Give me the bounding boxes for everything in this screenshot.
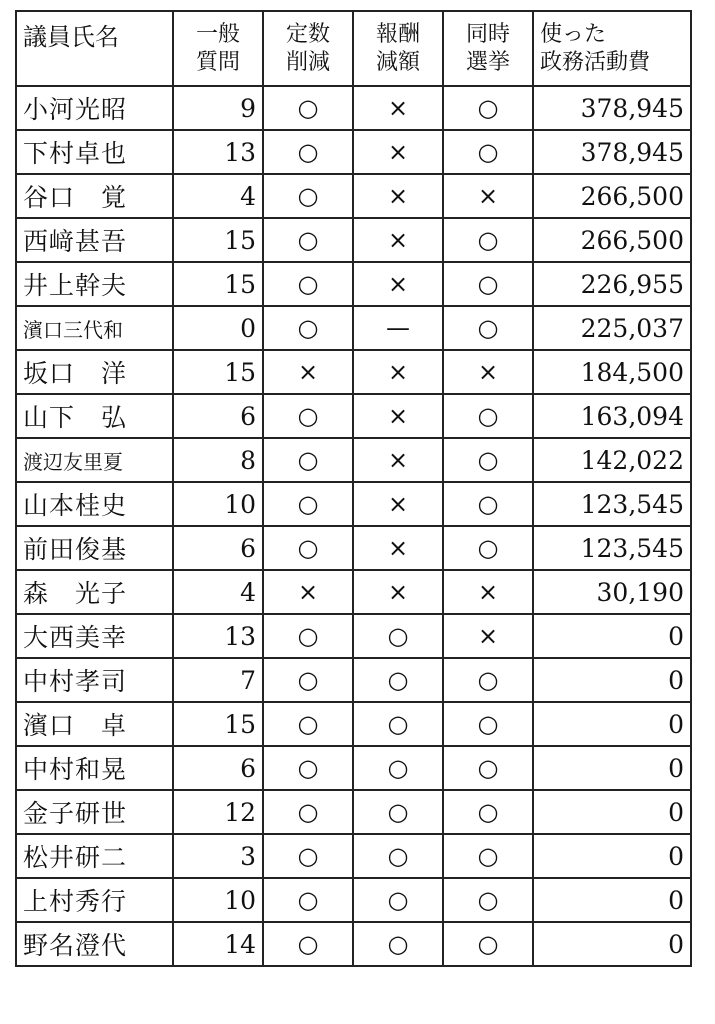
pay-cut-mark: × (353, 438, 443, 482)
question-count: 15 (173, 262, 263, 306)
spending-amount: 163,094 (533, 394, 691, 438)
member-name: 金子研世 (16, 790, 173, 834)
question-count: 3 (173, 834, 263, 878)
header-seat-cut-line1: 定数 (285, 22, 330, 47)
pay-cut-mark: ○ (353, 834, 443, 878)
simul-election-mark: ○ (443, 922, 533, 966)
question-count: 6 (173, 526, 263, 570)
spending-amount: 142,022 (533, 438, 691, 482)
member-name: 山本桂史 (16, 482, 173, 526)
header-pay-cut (353, 11, 443, 86)
header-questions-line1: 一般 (195, 22, 240, 47)
member-name: 小河光昭 (16, 86, 173, 130)
simul-election-mark: × (443, 614, 533, 658)
header-simul-election (443, 11, 533, 86)
council-member-table (15, 10, 692, 967)
question-count: 6 (173, 746, 263, 790)
simul-election-mark: ○ (443, 526, 533, 570)
member-name: 西﨑甚吾 (16, 218, 173, 262)
spending-amount: 0 (533, 746, 691, 790)
spending-amount: 123,545 (533, 482, 691, 526)
seat-cut-mark: × (263, 570, 353, 614)
seat-cut-mark: ○ (263, 394, 353, 438)
pay-cut-mark: ○ (353, 746, 443, 790)
spending-amount: 30,190 (533, 570, 691, 614)
pay-cut-mark: — (353, 306, 443, 350)
spending-amount: 266,500 (533, 218, 691, 262)
question-count: 14 (173, 922, 263, 966)
seat-cut-mark: × (263, 350, 353, 394)
seat-cut-mark: ○ (263, 130, 353, 174)
question-count: 10 (173, 878, 263, 922)
question-count: 0 (173, 306, 263, 350)
member-name: 松井研二 (16, 834, 173, 878)
table-row (16, 438, 691, 482)
simul-election-mark: × (443, 350, 533, 394)
seat-cut-mark: ○ (263, 878, 353, 922)
table-row (16, 922, 691, 966)
pay-cut-mark: ○ (353, 922, 443, 966)
pay-cut-mark: × (353, 570, 443, 614)
spending-amount: 378,945 (533, 130, 691, 174)
spending-amount: 266,500 (533, 174, 691, 218)
question-count: 4 (173, 174, 263, 218)
simul-election-mark: ○ (443, 834, 533, 878)
table-body (16, 86, 691, 966)
spending-amount: 184,500 (533, 350, 691, 394)
question-count: 15 (173, 702, 263, 746)
table-row (16, 86, 691, 130)
seat-cut-mark: ○ (263, 702, 353, 746)
header-spending (533, 11, 691, 86)
member-name: 渡辺友里夏 (16, 438, 173, 482)
simul-election-mark: ○ (443, 658, 533, 702)
simul-election-mark: ○ (443, 482, 533, 526)
table-row (16, 394, 691, 438)
header-row (16, 11, 691, 86)
spending-amount: 123,545 (533, 526, 691, 570)
table-row (16, 526, 691, 570)
question-count: 7 (173, 658, 263, 702)
member-name: 大西美幸 (16, 614, 173, 658)
spending-amount: 0 (533, 702, 691, 746)
member-name: 森 光子 (16, 570, 173, 614)
header-seat-cut (263, 11, 353, 86)
header-pay-cut-line2: 減額 (375, 49, 420, 75)
seat-cut-mark: ○ (263, 746, 353, 790)
member-name: 井上幹夫 (16, 262, 173, 306)
council-table-wrapper (15, 10, 692, 967)
pay-cut-mark: × (353, 130, 443, 174)
question-count: 15 (173, 350, 263, 394)
question-count: 8 (173, 438, 263, 482)
spending-amount: 0 (533, 834, 691, 878)
question-count: 10 (173, 482, 263, 526)
pay-cut-mark: ○ (353, 658, 443, 702)
pay-cut-mark: ○ (353, 878, 443, 922)
simul-election-mark: × (443, 570, 533, 614)
question-count: 15 (173, 218, 263, 262)
simul-election-mark: ○ (443, 702, 533, 746)
pay-cut-mark: × (353, 482, 443, 526)
table-row (16, 790, 691, 834)
spending-amount: 225,037 (533, 306, 691, 350)
member-name: 谷口 覚 (16, 174, 173, 218)
table-row (16, 306, 691, 350)
header-pay-cut-line1: 報酬 (375, 22, 420, 47)
header-spending-line2: 政務活動費 (540, 49, 651, 75)
simul-election-mark: ○ (443, 306, 533, 350)
spending-amount: 0 (533, 614, 691, 658)
seat-cut-mark: ○ (263, 922, 353, 966)
pay-cut-mark: × (353, 262, 443, 306)
simul-election-mark: ○ (443, 394, 533, 438)
pay-cut-mark: × (353, 174, 443, 218)
table-row (16, 570, 691, 614)
question-count: 4 (173, 570, 263, 614)
member-name: 山下 弘 (16, 394, 173, 438)
seat-cut-mark: ○ (263, 438, 353, 482)
member-name: 上村秀行 (16, 878, 173, 922)
seat-cut-mark: ○ (263, 482, 353, 526)
pay-cut-mark: × (353, 394, 443, 438)
question-count: 9 (173, 86, 263, 130)
spending-amount: 0 (533, 790, 691, 834)
simul-election-mark: × (443, 174, 533, 218)
header-simul-election-line1: 同時 (465, 22, 510, 47)
header-questions-line2: 質問 (195, 49, 240, 75)
member-name: 野名澄代 (16, 922, 173, 966)
spending-amount: 0 (533, 922, 691, 966)
seat-cut-mark: ○ (263, 614, 353, 658)
table-row (16, 614, 691, 658)
spending-amount: 378,945 (533, 86, 691, 130)
header-name: 議員氏名 (16, 11, 173, 86)
question-count: 13 (173, 614, 263, 658)
simul-election-mark: ○ (443, 130, 533, 174)
pay-cut-mark: × (353, 350, 443, 394)
table-row (16, 262, 691, 306)
member-name: 中村孝司 (16, 658, 173, 702)
simul-election-mark: ○ (443, 790, 533, 834)
member-name: 濱口 卓 (16, 702, 173, 746)
seat-cut-mark: ○ (263, 658, 353, 702)
seat-cut-mark: ○ (263, 86, 353, 130)
table-row (16, 130, 691, 174)
pay-cut-mark: ○ (353, 614, 443, 658)
simul-election-mark: ○ (443, 262, 533, 306)
spending-amount: 0 (533, 878, 691, 922)
simul-election-mark: ○ (443, 746, 533, 790)
simul-election-mark: ○ (443, 878, 533, 922)
table-row (16, 350, 691, 394)
seat-cut-mark: ○ (263, 174, 353, 218)
question-count: 12 (173, 790, 263, 834)
simul-election-mark: ○ (443, 438, 533, 482)
table-row (16, 174, 691, 218)
table-header (16, 11, 691, 86)
table-row (16, 702, 691, 746)
spending-amount: 226,955 (533, 262, 691, 306)
member-name: 濱口三代和 (16, 306, 173, 350)
simul-election-mark: ○ (443, 86, 533, 130)
header-questions (173, 11, 263, 86)
question-count: 13 (173, 130, 263, 174)
table-row (16, 834, 691, 878)
member-name: 坂口 洋 (16, 350, 173, 394)
header-simul-election-line2: 選挙 (465, 49, 510, 75)
table-row (16, 482, 691, 526)
seat-cut-mark: ○ (263, 834, 353, 878)
spending-amount: 0 (533, 658, 691, 702)
pay-cut-mark: ○ (353, 702, 443, 746)
header-seat-cut-line2: 削減 (285, 49, 330, 75)
table-row (16, 746, 691, 790)
pay-cut-mark: × (353, 86, 443, 130)
member-name: 前田俊基 (16, 526, 173, 570)
pay-cut-mark: ○ (353, 790, 443, 834)
header-spending-line1: 使った (540, 22, 607, 47)
member-name: 下村卓也 (16, 130, 173, 174)
seat-cut-mark: ○ (263, 306, 353, 350)
seat-cut-mark: ○ (263, 790, 353, 834)
table-row (16, 878, 691, 922)
question-count: 6 (173, 394, 263, 438)
table-row (16, 218, 691, 262)
simul-election-mark: ○ (443, 218, 533, 262)
table-row (16, 658, 691, 702)
pay-cut-mark: × (353, 218, 443, 262)
pay-cut-mark: × (353, 526, 443, 570)
seat-cut-mark: ○ (263, 218, 353, 262)
seat-cut-mark: ○ (263, 262, 353, 306)
member-name: 中村和晃 (16, 746, 173, 790)
seat-cut-mark: ○ (263, 526, 353, 570)
